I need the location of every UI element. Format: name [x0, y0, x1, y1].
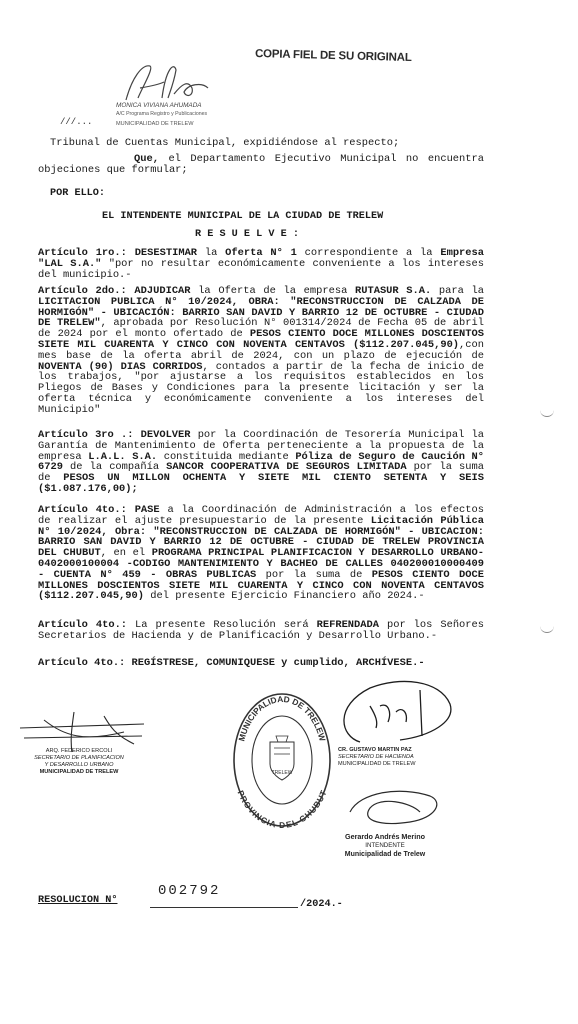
article-6-label: Artículo 4to.: [38, 657, 126, 669]
binder-mark-2 [540, 626, 554, 633]
seal-top-text: MUNICIPALIDAD DE TRELEW [236, 693, 328, 743]
sig-right-name: CR. GUSTAVO MARTIN PAZ [338, 747, 412, 753]
svg-text:PROVINCIA DEL CHUBUT [236, 788, 329, 830]
por-ello: POR ELLO: [50, 188, 106, 199]
certifier-name: MONICA VIVIANA AHUMADA [116, 102, 202, 109]
sig-bottom-role: INTENDENTE [365, 842, 405, 849]
article-3-label: Artículo 3ro .: [38, 429, 134, 441]
resolucion-number: 002792 [158, 883, 221, 899]
resolucion-label: RESOLUCION N° [38, 895, 118, 906]
sig-left-org: MUNICIPALIDAD DE TRELEW [39, 769, 119, 775]
sig-left-block [14, 748, 144, 776]
article-5: Artículo 4to.: La presente Resolución será REFRENDADA por los Señores Secretarios de Hacienda y de Planificación y Desarrollo Urbano.- [38, 619, 484, 642]
municipal-seal [230, 690, 334, 830]
article-5-label: Artículo 4to.: [38, 619, 128, 631]
sig-bottom-block [330, 832, 440, 858]
article-4: Artículo 4to.: PASE a la Coordinación de Administración a los efectos de realizar el ajuste presupuestario de la presente Licitación Pública N° 10/2024, Obra: "RECONSTRUCCION DE CALZADA DE HORMIGÓN" - UBICACION: BARRIO SAN DAVID Y BARRIO 12 DE OCTUBRE - CIUDAD DE TRELEW PROVINCIA DEL CHUBUT, en el PROGRAMA PRINCIPAL PLANIFICACION Y DESARROLLO URBANO- 0402000100004 -CODIGO MANTENIMIENTO Y BACHEO DE CALLES 040200010000409 - CUENTA N° 459 - OBRAS PUBLICAS por la suma de PESOS CIENTO DOCE MILLONES DOSCIENTOS SIETE MIL CUARENTA Y CINCO CON NOVENTA CENTAVOS ($112.207.045,90) del presente Ejercicio Financiero año 2024.- [38, 504, 484, 603]
svg-text:MUNICIPALIDAD DE TRELEW [236, 694, 328, 742]
page-continuation-mark: ///... [60, 117, 93, 127]
sig-left-name: ARQ. FEDERICO ERCOLI [45, 748, 113, 754]
sig-left-role1: SECRETARIO DE PLANIFICACION [34, 755, 124, 761]
intro-que-paragraph: Que, el Departamento Ejecutivo Municipal no encuentra objeciones que formular; [38, 153, 484, 176]
certifier-role: A/C Programa Registro y Publicaciones [116, 111, 208, 117]
article-4-label: Artículo 4to.: [38, 504, 127, 516]
sig-bottom-org: Municipalidad de Trelew [344, 851, 426, 858]
sig-right-block [338, 747, 458, 768]
sig-left-role2: Y DESARROLLO URBANO [44, 762, 114, 768]
signature-paz [330, 676, 460, 748]
article-2-label: Artículo 2do.: [38, 285, 127, 297]
sig-right-role: SECRETARIO DE HACIENDA [338, 754, 414, 760]
article-1: Artículo 1ro.: DESESTIMAR la Oferta N° 1 correspondiente a la Empresa "LAL S.A." "por no resultar económicamente conveniente a los intereses del municipio.- [38, 247, 485, 281]
resolucion-year: /2024.- [300, 899, 343, 910]
signature-merino [340, 782, 450, 830]
seal-shield-text: TRELEW [271, 770, 293, 776]
resuelve: R E S U E L V E : [195, 229, 299, 240]
sig-right-org: MUNICIPALIDAD DE TRELEW [338, 761, 416, 767]
resolucion-number-line [150, 907, 298, 908]
article-2: Artículo 2do.: ADJUDICAR la Oferta de la empresa RUTASUR S.A. para la LICITACION PUBLICA N° 10/2024, OBRA: "RECONSTRUCCION DE CALZADA DE HORMIGÓN" - UBICACIÓN: BARRIO SAN DAVID Y BARRIO 12 DE OCTUBRE - CIUDAD DE TRELEW", aprobada por Resolución N° 001314/2024 de Fecha 05 de abril de 2024 por el monto ofertado de PESOS CIENTO DOCE MILLONES DOSCIENTOS SIETE MIL CUARENTA Y CINCO CON NOVENTA CENTAVOS ($112.207.045,90),con mes base de la oferta abril de 2024, con un plazo de ejecución de NOVENTA (90) DIAS CORRIDOS, contados a partir de la fecha de inicio de los trabajos, "por ajustarse a los requisitos establecidos en los Pliegos de Bases y Condiciones para la presente licitación y ser la oferta técnica y económicamente conveniente a los intereses del Municipio" [38, 285, 485, 416]
article-1-label: Artículo 1ro.: [38, 247, 127, 259]
article-6: Artículo 4to.: REGÍSTRESE, COMUNIQUESE y cumplido, ARCHÍVESE.- [38, 657, 425, 669]
seal-bottom-text: PROVINCIA DEL CHUBUT [235, 788, 329, 830]
heading-intendente: EL INTENDENTE MUNICIPAL DE LA CIUDAD DE TRELEW [102, 211, 384, 222]
sig-bottom-name: Gerardo Andrés Merino [344, 832, 425, 841]
binder-mark-1 [540, 410, 554, 417]
copia-fiel-stamp: COPIA FIEL DE SU ORIGINAL [254, 47, 412, 65]
certifier-org: MUNICIPALIDAD DE TRELEW [116, 121, 194, 127]
certifier-signature [112, 58, 222, 106]
article-3: Artículo 3ro .: DEVOLVER por la Coordinación de Tesorería Municipal la Garantía de Mantenimiento de Oferta perteneciente a la propuesta de la empresa L.A.L. S.A. constituida mediante Póliza de Seguro de Caución N° 6729 de la compañía SANCOR COOPERATIVA DE SEGUROS LIMITADA por la suma de PESOS UN MILLON OCHENTA Y SIETE MIL CIENTO SETENTA Y SEIS ($1.087.176,00); [38, 429, 485, 495]
intro-line: Tribunal de Cuentas Municipal, expidiéndose al respecto; [50, 137, 400, 149]
